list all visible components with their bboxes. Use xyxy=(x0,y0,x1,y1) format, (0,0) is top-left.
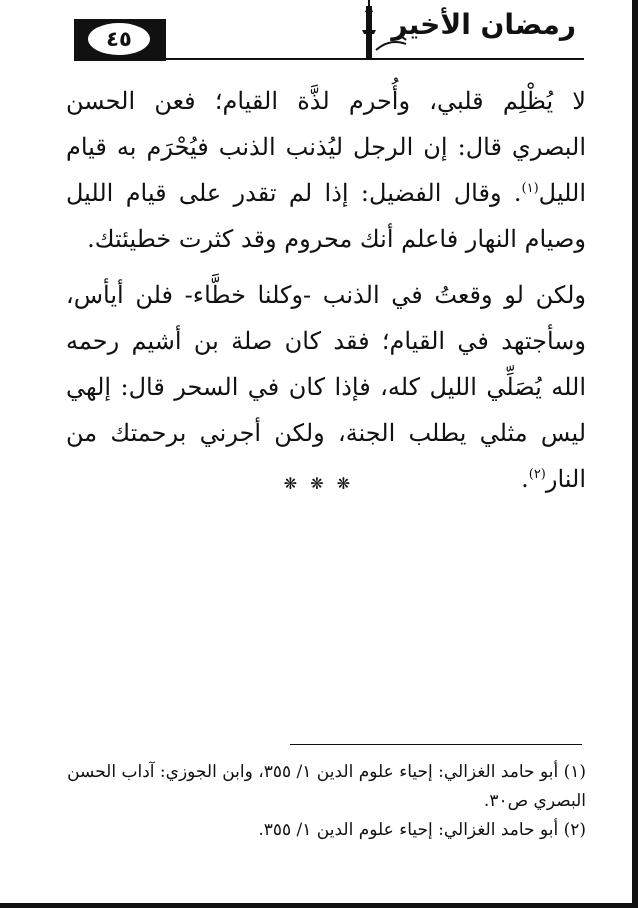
footnote-ref-2: (٢) xyxy=(528,467,546,482)
page-number: ٤٥ xyxy=(88,23,150,55)
footnotes xyxy=(60,758,586,845)
paragraph-2 xyxy=(66,272,586,502)
page-number-badge xyxy=(74,19,166,61)
paragraph-1-text-b: . وقال الفضيل: إذا لم تقدر على قيام الليل وصيام النهار فاعلم أنك محروم وقد كثرت خطيئتك. xyxy=(66,179,586,253)
paragraph-2-text-a: ولكن لو وقعتُ في الذنب -وكلنا خطَّاء- فلن أيأس، وسأجتهد في القيام؛ فقد كان صلة بن أشيم رحمه الله يُصَلِّي الليل كله، فإذا كان في السحر قال: إلهي ليس مثلي يطلب الجنة، ولكن أجرني برحمتك من النار xyxy=(66,281,586,493)
paragraph-2-text-b: . xyxy=(521,465,529,493)
running-header xyxy=(74,0,584,70)
paragraph-1 xyxy=(66,78,586,262)
footnote-ref-1: (١) xyxy=(521,181,539,196)
page-edge-bottom xyxy=(0,903,638,908)
paragraph-1-text-a: لا يُظْلِم قلبي، وأُحرم لذَّة القيام؛ فعن الحسن البصري قال: إن الرجل ليُذنب الذنب فيُحْرَم به قيام الليل xyxy=(66,87,586,207)
page-edge-right xyxy=(632,0,638,908)
footnote-rule xyxy=(290,744,582,745)
footnote-2: (٢) أبو حامد الغزالي: إحياء علوم الدين ١/ ٣٥٥. xyxy=(258,820,586,840)
section-separator: ❋ ❋ ❋ xyxy=(283,474,355,493)
main-text xyxy=(66,78,586,502)
book-title: رمضان الأخير xyxy=(391,8,576,41)
footnote-1: (١) أبو حامد الغزالي: إحياء علوم الدين ١/ ٣٥٥، وابن الجوزي: آداب الحسن البصري ص٣٠. xyxy=(67,762,586,811)
